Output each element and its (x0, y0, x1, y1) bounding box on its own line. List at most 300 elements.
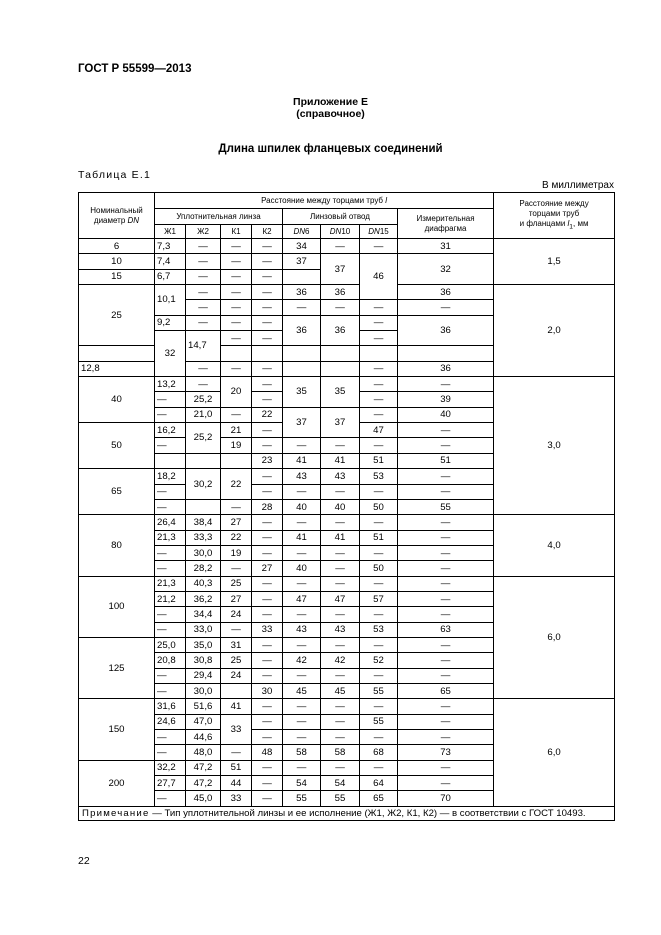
cell-nominal-diameter: 80 (79, 515, 155, 576)
cell-value: 10,1 (155, 285, 186, 316)
header-pipe-distance: Расстояние между торцами труб l (155, 193, 494, 209)
col-zh1: Ж1 (155, 225, 186, 239)
cell-nominal-diameter: 200 (79, 760, 155, 806)
cell-value: — (398, 469, 494, 484)
cell-value: 30,0 (186, 545, 221, 560)
cell-value: 27 (221, 591, 252, 606)
cell-value: — (398, 760, 494, 775)
cell-value: — (252, 760, 283, 775)
cell-value: — (252, 239, 283, 254)
cell-value: 40,3 (186, 576, 221, 591)
cell-value: 19 (221, 438, 252, 453)
cell-value: — (252, 469, 283, 484)
cell-value: 22 (252, 407, 283, 422)
cell-empty (252, 346, 283, 361)
table-note (79, 806, 615, 821)
cell-value: — (252, 361, 283, 376)
cell-value: 35 (321, 377, 360, 408)
cell-value: 35 (283, 377, 321, 408)
cell-value: — (360, 637, 398, 652)
cell-nominal-diameter: 10 (79, 254, 155, 269)
cell-value: — (283, 760, 321, 775)
cell-value: 25,0 (155, 637, 186, 652)
document-title: Длина шпилек фланцевых соединений (218, 143, 443, 155)
cell-value: — (155, 561, 186, 576)
cell-value: — (398, 699, 494, 714)
cell-value: 33 (221, 791, 252, 806)
cell-value: — (398, 530, 494, 545)
cell-value: 43 (283, 622, 321, 637)
cell-value: 24 (221, 607, 252, 622)
cell-value: 47 (360, 423, 398, 438)
cell-value: — (321, 300, 360, 315)
cell-value: — (398, 653, 494, 668)
cell-empty (186, 453, 221, 468)
cell-value: 36 (398, 361, 494, 376)
cell-flange-distance: 6,0 (494, 576, 615, 699)
note-label: Примечание (82, 807, 150, 819)
cell-value: — (252, 576, 283, 591)
cell-value: 33,3 (186, 530, 221, 545)
header-flange-distance: Расстояние между торцами труб и фланцами $l_1$, мм (494, 193, 615, 239)
cell-value: — (360, 239, 398, 254)
cell-value: 35,0 (186, 637, 221, 652)
cell-nominal-diameter: 15 (79, 269, 155, 284)
cell-value: — (155, 392, 186, 407)
cell-value: — (252, 668, 283, 683)
cell-value: — (283, 545, 321, 560)
cell-value: — (283, 515, 321, 530)
cell-flange-distance: 6,0 (494, 699, 615, 806)
cell-value: 21,2 (155, 591, 186, 606)
cell-value: — (360, 407, 398, 422)
cell-value: — (283, 438, 321, 453)
cell-value: — (398, 576, 494, 591)
cell-value: 27 (221, 515, 252, 530)
cell-value: 51 (360, 453, 398, 468)
cell-value: 51,6 (186, 699, 221, 714)
cell-value: — (221, 499, 252, 514)
cell-value: — (283, 699, 321, 714)
cell-value: — (221, 254, 252, 269)
cell-value: 18,2 (155, 469, 186, 484)
cell-value: 63 (398, 622, 494, 637)
cell-value: 14,7 (186, 331, 221, 362)
table-row (79, 377, 615, 392)
cell-value: — (321, 438, 360, 453)
cell-value: 36 (283, 315, 321, 346)
cell-value: — (186, 300, 221, 315)
cell-value: — (360, 300, 398, 315)
col-dn6: DN6 (283, 225, 321, 239)
cell-value: 43 (321, 622, 360, 637)
cell-value: 41 (321, 453, 360, 468)
cell-nominal-diameter: 100 (79, 576, 155, 637)
cell-value: — (186, 239, 221, 254)
cell-value: 9,2 (155, 315, 186, 330)
cell-empty (283, 361, 321, 376)
cell-value: 39 (398, 392, 494, 407)
cell-value: — (398, 300, 494, 315)
cell-value: 43 (283, 469, 321, 484)
appendix-heading: Приложение Е (293, 96, 368, 108)
cell-value: — (155, 683, 186, 698)
cell-value: — (283, 730, 321, 745)
cell-empty (398, 346, 494, 361)
cell-value: — (398, 423, 494, 438)
cell-value: — (283, 576, 321, 591)
cell-value: — (398, 438, 494, 453)
cell-value: — (321, 730, 360, 745)
cell-value: — (252, 331, 283, 346)
cell-value: 47 (283, 591, 321, 606)
cell-value: — (283, 300, 321, 315)
cell-nominal-diameter: 25 (79, 285, 155, 346)
cell-value: — (360, 699, 398, 714)
cell-value: — (360, 331, 398, 346)
cell-value: — (252, 254, 283, 269)
cell-value: — (360, 484, 398, 499)
cell-value: 36,2 (186, 591, 221, 606)
cell-value: 30,0 (186, 683, 221, 698)
cell-value: 37 (321, 407, 360, 438)
note-row (79, 806, 615, 821)
cell-flange-distance: 2,0 (494, 285, 615, 377)
cell-value: — (186, 377, 221, 392)
cell-value: — (155, 607, 186, 622)
cell-value: — (321, 561, 360, 576)
cell-value: 32 (398, 254, 494, 285)
cell-value: — (186, 285, 221, 300)
cell-value: 21,3 (155, 576, 186, 591)
cell-value: — (398, 591, 494, 606)
cell-value: — (155, 407, 186, 422)
cell-value: — (398, 637, 494, 652)
standard-number: ГОСТ Р 55599—2013 (78, 63, 192, 75)
cell-value: 22 (221, 469, 252, 500)
cell-value: 25 (221, 653, 252, 668)
cell-value: 27 (252, 561, 283, 576)
cell-value: — (221, 561, 252, 576)
cell-value: — (283, 607, 321, 622)
cell-value: 36 (398, 285, 494, 300)
cell-value: 28 (252, 499, 283, 514)
cell-value: — (252, 377, 283, 392)
cell-value: — (155, 484, 186, 499)
cell-value: 41 (283, 453, 321, 468)
cell-value: 16,2 (155, 423, 186, 438)
cell-value: — (221, 622, 252, 637)
cell-empty (155, 453, 186, 468)
cell-value: — (221, 407, 252, 422)
cell-value: 29,4 (186, 668, 221, 683)
cell-value: 37 (283, 254, 321, 269)
cell-value: — (221, 745, 252, 760)
cell-value: 24,6 (155, 714, 186, 729)
cell-value: — (221, 361, 252, 376)
cell-value: — (252, 607, 283, 622)
cell-value: 68 (360, 745, 398, 760)
cell-empty (221, 346, 252, 361)
note-text: — Тип уплотнительной линзы и ее исполнение (Ж1, Ж2, К1, К2) — в соответствии с ГОСТ 10493. (149, 807, 586, 819)
cell-value: 36 (283, 285, 321, 300)
cell-value: 52 (360, 653, 398, 668)
cell-nominal-diameter: 125 (79, 637, 155, 698)
cell-value: — (155, 791, 186, 806)
cell-value: 55 (360, 683, 398, 698)
cell-value: 37 (283, 407, 321, 438)
cell-value: — (252, 285, 283, 300)
cell-value: — (155, 730, 186, 745)
cell-value: — (221, 269, 252, 284)
cell-value: — (252, 714, 283, 729)
table-row (79, 239, 615, 254)
cell-value: 40 (283, 561, 321, 576)
cell-value: — (283, 714, 321, 729)
cell-value: — (360, 515, 398, 530)
cell-value: — (252, 392, 283, 407)
cell-value: — (221, 315, 252, 330)
cell-value: 45 (283, 683, 321, 698)
cell-value: 73 (398, 745, 494, 760)
cell-value: 41 (321, 530, 360, 545)
cell-value: — (155, 499, 186, 514)
cell-value: 33 (252, 622, 283, 637)
cell-value: 45,0 (186, 791, 221, 806)
cell-value: 70 (398, 791, 494, 806)
units-note: В миллиметрах (542, 180, 614, 191)
cell-value: — (221, 331, 252, 346)
cell-value: 44 (221, 776, 252, 791)
cell-value: — (321, 699, 360, 714)
cell-value: — (360, 361, 398, 376)
cell-value: — (252, 315, 283, 330)
cell-value: — (252, 530, 283, 545)
cell-value: 25 (221, 576, 252, 591)
cell-value: 25,2 (186, 423, 221, 454)
cell-value: — (252, 515, 283, 530)
cell-value: 41 (221, 699, 252, 714)
cell-empty (321, 346, 360, 361)
cell-empty (321, 361, 360, 376)
cell-value: 36 (321, 285, 360, 300)
cell-flange-distance: 3,0 (494, 377, 615, 515)
cell-value: 31 (398, 239, 494, 254)
cell-value: — (186, 315, 221, 330)
cell-value: — (321, 515, 360, 530)
cell-value: 22 (221, 530, 252, 545)
cell-value: — (252, 730, 283, 745)
cell-value: 6,7 (155, 269, 186, 284)
cell-value: — (252, 269, 283, 284)
cell-flange-distance: 1,5 (494, 239, 615, 285)
cell-value: 47,2 (186, 776, 221, 791)
cell-value: — (252, 791, 283, 806)
cell-value: — (186, 361, 221, 376)
cell-flange-distance: 4,0 (494, 515, 615, 576)
cell-value: 7,4 (155, 254, 186, 269)
cell-value: 55 (398, 499, 494, 514)
cell-value: 34,4 (186, 607, 221, 622)
header-sealing-lens: Уплотнительная линза (155, 209, 283, 225)
cell-value: 33 (221, 714, 252, 745)
cell-value: 40 (321, 499, 360, 514)
cell-value: 45 (321, 683, 360, 698)
cell-value: 24 (221, 668, 252, 683)
cell-value: — (252, 776, 283, 791)
cell-value: 54 (283, 776, 321, 791)
cell-value: 53 (360, 622, 398, 637)
cell-value: 7,3 (155, 239, 186, 254)
cell-value: 21,0 (186, 407, 221, 422)
cell-value: 42 (321, 653, 360, 668)
cell-value: — (252, 438, 283, 453)
cell-value: 37 (321, 254, 360, 285)
cell-value: 65 (360, 791, 398, 806)
cell-value: 30 (252, 683, 283, 698)
cell-value: — (283, 637, 321, 652)
cell-value: — (398, 668, 494, 683)
cell-value: 43 (321, 469, 360, 484)
cell-value: — (360, 392, 398, 407)
cell-value: 55 (321, 791, 360, 806)
cell-value: — (321, 637, 360, 652)
cell-nominal-diameter: 65 (79, 469, 155, 515)
cell-value: 25,2 (186, 392, 221, 407)
cell-value: 47,0 (186, 714, 221, 729)
cell-value: — (398, 607, 494, 622)
cell-empty (283, 346, 321, 361)
cell-value: — (360, 315, 398, 330)
cell-nominal-diameter: 150 (79, 699, 155, 760)
cell-value: 31 (221, 637, 252, 652)
col-k2: К2 (252, 225, 283, 239)
cell-value: — (252, 591, 283, 606)
table-row (79, 699, 615, 714)
cell-value: — (252, 545, 283, 560)
cell-value: — (360, 377, 398, 392)
col-dn10: DN10 (321, 225, 360, 239)
appendix-note: (справочное) (296, 108, 365, 120)
cell-value: — (283, 484, 321, 499)
cell-value: — (398, 484, 494, 499)
cell-value: — (321, 607, 360, 622)
col-dn15: DN15 (360, 225, 398, 239)
cell-value: 36 (321, 315, 360, 346)
cell-value: 20,8 (155, 653, 186, 668)
cell-empty (221, 453, 252, 468)
cell-value: 34 (283, 239, 321, 254)
cell-value: — (221, 239, 252, 254)
cell-value: — (360, 576, 398, 591)
cell-value: — (252, 699, 283, 714)
cell-empty (186, 499, 221, 514)
cell-empty (360, 346, 398, 361)
header-measuring-diaphragm: Измерительная диафрагма (398, 209, 494, 239)
cell-value: 21,3 (155, 530, 186, 545)
header-lens-branch: Линзовый отвод (283, 209, 398, 225)
cell-value: 30,8 (186, 653, 221, 668)
cell-value: 19 (221, 545, 252, 560)
cell-value: 33,0 (186, 622, 221, 637)
cell-value: — (360, 760, 398, 775)
cell-value: 40 (283, 499, 321, 514)
table-row (79, 576, 615, 591)
cell-value: — (155, 438, 186, 453)
cell-value: 31,6 (155, 699, 186, 714)
cell-value: 12,8 (79, 361, 155, 376)
cell-value: — (321, 545, 360, 560)
cell-value: — (252, 484, 283, 499)
cell-nominal-diameter: 6 (79, 239, 155, 254)
cell-value: — (321, 484, 360, 499)
cell-value: 48,0 (186, 745, 221, 760)
cell-value: — (360, 545, 398, 560)
cell-value: 38,4 (186, 515, 221, 530)
cell-value: 46 (360, 254, 398, 300)
cell-value: — (398, 714, 494, 729)
cell-value: 51 (398, 453, 494, 468)
cell-value: 50 (360, 561, 398, 576)
cell-value: — (398, 561, 494, 576)
cell-value: — (252, 653, 283, 668)
cell-value: — (221, 300, 252, 315)
table-row (79, 515, 615, 530)
cell-nominal-diameter: 50 (79, 423, 155, 469)
cell-value: — (186, 269, 221, 284)
cell-value: 44,6 (186, 730, 221, 745)
cell-value: 58 (321, 745, 360, 760)
cell-value: 57 (360, 591, 398, 606)
cell-value: — (155, 745, 186, 760)
cell-value (283, 269, 321, 284)
cell-value: 26,4 (155, 515, 186, 530)
cell-value: 55 (360, 714, 398, 729)
cell-value: 54 (321, 776, 360, 791)
cell-value: — (252, 300, 283, 315)
cell-value: — (360, 668, 398, 683)
cell-value: — (321, 668, 360, 683)
cell-value: 65 (398, 683, 494, 698)
cell-value: — (398, 776, 494, 791)
cell-value: 47 (321, 591, 360, 606)
col-zh2: Ж2 (186, 225, 221, 239)
col-k1: К1 (221, 225, 252, 239)
cell-value: — (252, 423, 283, 438)
cell-value: 40 (398, 407, 494, 422)
cell-value: — (398, 515, 494, 530)
cell-value: — (321, 239, 360, 254)
cell-value: 28,2 (186, 561, 221, 576)
cell-empty (221, 683, 252, 698)
cell-value: — (398, 730, 494, 745)
cell-empty (79, 346, 155, 361)
cell-value: — (321, 576, 360, 591)
cell-value: 58 (283, 745, 321, 760)
cell-value: 48 (252, 745, 283, 760)
cell-nominal-diameter: 40 (79, 377, 155, 423)
cell-value: — (155, 668, 186, 683)
cell-value: 13,2 (155, 377, 186, 392)
cell-value: — (283, 668, 321, 683)
cell-value: 55 (283, 791, 321, 806)
data-table (78, 192, 615, 821)
cell-value: 50 (360, 499, 398, 514)
cell-value: 21 (221, 423, 252, 438)
cell-value: 20 (221, 377, 252, 408)
cell-value: 47,2 (186, 760, 221, 775)
cell-value: — (398, 377, 494, 392)
